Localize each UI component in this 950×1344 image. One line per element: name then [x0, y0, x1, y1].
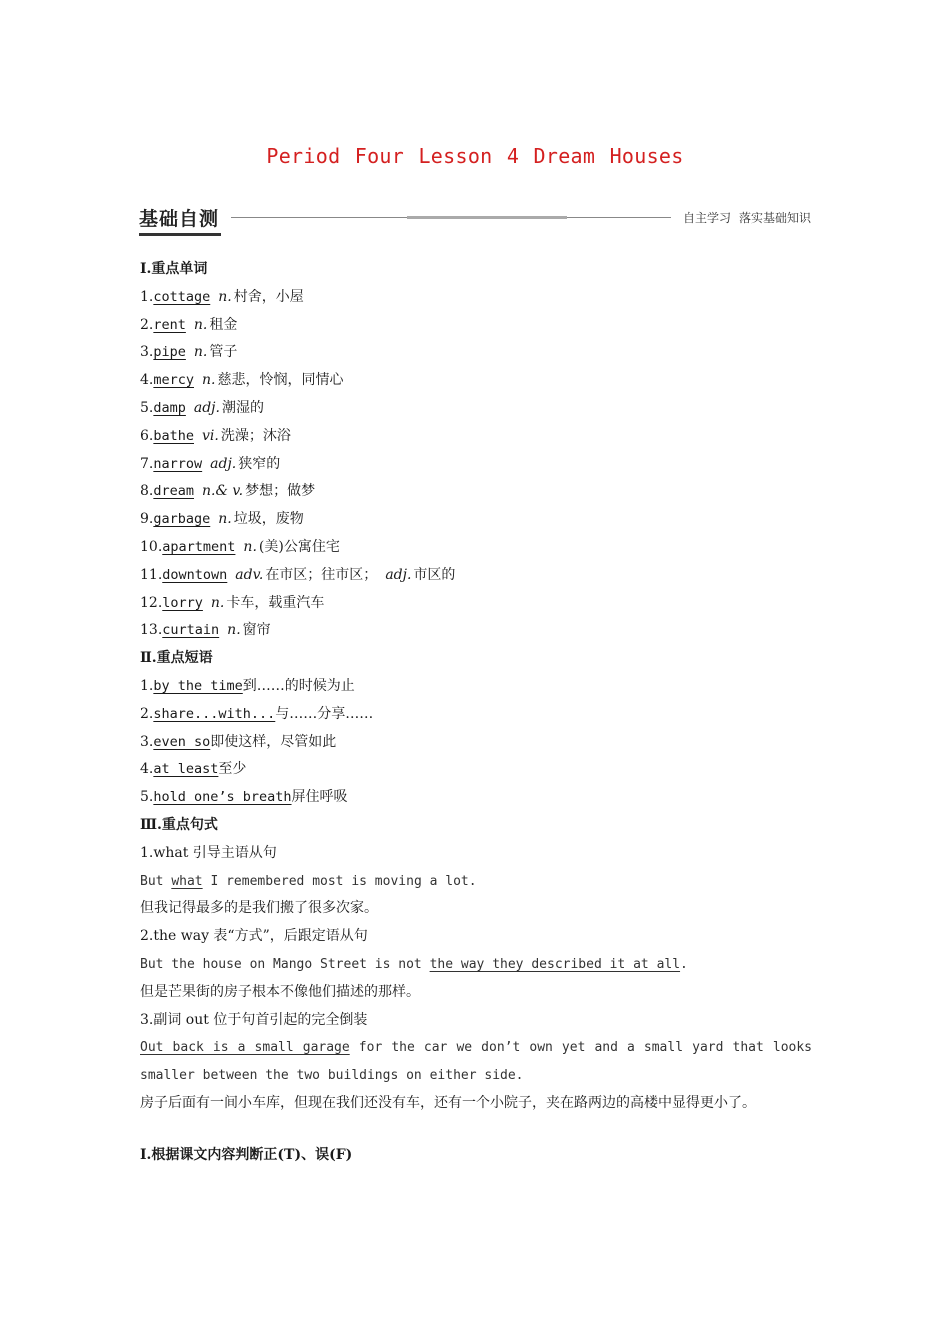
word-item — [140, 562, 812, 590]
phrase-number: 1. — [140, 677, 154, 694]
sentence1-title: 1.what 引导主语从句 — [140, 844, 277, 861]
sentence1-blank: what — [171, 873, 203, 889]
part-of-speech: n. — [210, 594, 225, 611]
word-meaning: 窗帘 — [242, 622, 271, 639]
part-of-speech: n. — [193, 344, 208, 361]
word-meaning-2: 市区的 — [413, 566, 456, 583]
sentence2-translation: 但是芒果街的房子根本不像他们描述的那样。 — [140, 983, 420, 1000]
phrase-meaning: 至少 — [218, 761, 247, 778]
phrase-item — [140, 701, 812, 729]
section-sub1: 自主学习 — [682, 211, 731, 225]
part-of-speech: n. — [218, 511, 232, 528]
word-answer: downtown — [162, 566, 228, 583]
part4-heading: Ⅰ.根据课文内容判断正(T)、误(F) — [140, 1146, 353, 1163]
section-label-underline — [139, 233, 221, 236]
sentence1-translation: 但我记得最多的是我们搬了很多次家。 — [140, 900, 378, 917]
phrase-number: 2. — [140, 705, 154, 722]
phrase-number: 5. — [140, 789, 154, 806]
word-answer: apartment — [162, 538, 236, 555]
part-of-speech: n. — [218, 288, 232, 305]
sentence1-post: I remembered most is moving a lot. — [202, 873, 477, 889]
sentence1-example — [140, 868, 812, 896]
word-answer: pipe — [153, 344, 186, 361]
word-number: 9. — [140, 511, 154, 528]
word-item — [140, 367, 812, 395]
word-meaning: 梦想；做梦 — [245, 483, 316, 500]
part-of-speech: adj. — [193, 399, 220, 416]
phrase-answer: at least — [153, 761, 219, 778]
word-item — [140, 395, 812, 423]
phrase-meaning: 屏住呼吸 — [291, 789, 348, 806]
word-answer: garbage — [153, 511, 211, 528]
part-of-speech: n. — [193, 316, 208, 333]
sentence3-title: 3.副词 out 位于句首引起的完全倒装 — [140, 1011, 368, 1028]
phrase-item — [140, 756, 812, 784]
word-answer: narrow — [153, 455, 203, 472]
word-item — [140, 590, 812, 618]
word-answer: rent — [153, 316, 186, 333]
word-number: 6. — [140, 427, 154, 444]
word-number: 5. — [140, 399, 154, 416]
sentence2-blank: the way they described it at all — [429, 956, 681, 972]
section-sub2: 落实基础知识 — [738, 211, 811, 225]
word-number: 8. — [140, 483, 154, 500]
sentence3-translation: 房子后面有一间小车库，但现在我们还没有车，还有一个小院子，夹在路两边的高楼中显得更小了。 — [140, 1094, 756, 1111]
part-of-speech: adj. — [210, 455, 237, 472]
word-item — [140, 312, 812, 340]
word-answer: damp — [153, 399, 186, 416]
word-meaning: (美)公寓住宅 — [258, 538, 340, 555]
section-header — [139, 204, 811, 240]
word-item — [140, 339, 812, 367]
word-number: 3. — [140, 344, 154, 361]
part-of-speech: n.& v. — [202, 483, 244, 500]
section-label: 基础自测 — [139, 208, 220, 230]
phrase-meaning: 即使这样，尽管如此 — [210, 733, 337, 750]
part-of-speech: vi. — [202, 427, 219, 444]
phrase-answer: hold one’s breath — [153, 789, 292, 806]
word-meaning: 在市区；往市区； — [265, 566, 378, 583]
word-meaning: 潮湿的 — [221, 399, 264, 416]
word-number: 1. — [140, 288, 154, 305]
word-answer: mercy — [153, 372, 194, 389]
sentence3-blank: Out back is a small garage — [140, 1040, 350, 1056]
part-of-speech: n. — [227, 622, 241, 639]
phrase-item — [140, 784, 812, 812]
phrase-meaning: 与……分享…… — [275, 705, 374, 722]
word-number: 12. — [140, 594, 163, 611]
phrase-answer: by the time — [153, 677, 243, 694]
phrase-item — [140, 729, 812, 757]
word-meaning: 租金 — [209, 316, 238, 333]
word-list — [140, 284, 812, 645]
word-item — [140, 451, 812, 479]
word-answer: curtain — [162, 622, 220, 639]
word-meaning: 村舍，小屋 — [233, 288, 304, 305]
part-of-speech-2: adj. — [385, 566, 412, 583]
word-number: 13. — [140, 622, 163, 639]
phrase-list — [140, 673, 812, 812]
word-item — [140, 534, 812, 562]
sentence1-pre: But — [140, 873, 172, 889]
word-meaning: 洗澡；沐浴 — [220, 427, 291, 444]
word-number: 10. — [140, 538, 163, 555]
word-answer: cottage — [153, 288, 211, 305]
sentence2-title: 2.the way 表“方式”，后跟定语从句 — [140, 928, 368, 945]
page-title: Period Four Lesson 4 Dream Houses — [266, 144, 684, 168]
word-meaning: 管子 — [209, 344, 238, 361]
word-number: 7. — [140, 455, 154, 472]
part3-heading: Ⅲ.重点句式 — [140, 816, 218, 833]
phrase-answer: share...with... — [153, 705, 276, 722]
content — [140, 256, 812, 1170]
word-answer: bathe — [153, 427, 194, 444]
word-number: 4. — [140, 372, 154, 389]
word-number: 11. — [140, 566, 163, 583]
word-meaning: 卡车，载重汽车 — [226, 594, 325, 611]
word-answer: dream — [153, 483, 194, 500]
phrase-item — [140, 673, 812, 701]
word-number: 2. — [140, 316, 154, 333]
word-meaning: 垃圾，废物 — [233, 511, 304, 528]
word-item — [140, 284, 812, 312]
sentence2-example — [140, 951, 812, 979]
sentence3-post: for the car we don’t own yet and a small yard that looks smaller between the two buildings on either side. — [140, 1040, 812, 1084]
word-meaning: 狭窄的 — [238, 455, 281, 472]
word-item — [140, 478, 812, 506]
phrase-meaning: 到……的时候为止 — [242, 677, 355, 694]
word-item — [140, 423, 812, 451]
word-answer: lorry — [162, 594, 203, 611]
section-subtitle — [675, 209, 811, 226]
part1-heading: Ⅰ.重点单词 — [140, 261, 208, 277]
phrase-number: 3. — [140, 733, 154, 750]
phrase-answer: even so — [153, 733, 211, 750]
sentence3-example — [140, 1034, 812, 1090]
sentence2-pre: But the house on Mango Street is not — [140, 956, 430, 972]
word-meaning: 慈悲，怜悯，同情心 — [217, 372, 344, 389]
part2-heading: Ⅱ.重点短语 — [140, 650, 213, 667]
part-of-speech: n. — [243, 538, 257, 555]
part-of-speech: adv. — [235, 566, 264, 583]
word-item — [140, 617, 812, 645]
section-divider — [231, 217, 671, 218]
part-of-speech: n. — [202, 372, 216, 389]
sentence2-post: . — [680, 956, 688, 972]
phrase-number: 4. — [140, 761, 154, 778]
word-item — [140, 506, 812, 534]
